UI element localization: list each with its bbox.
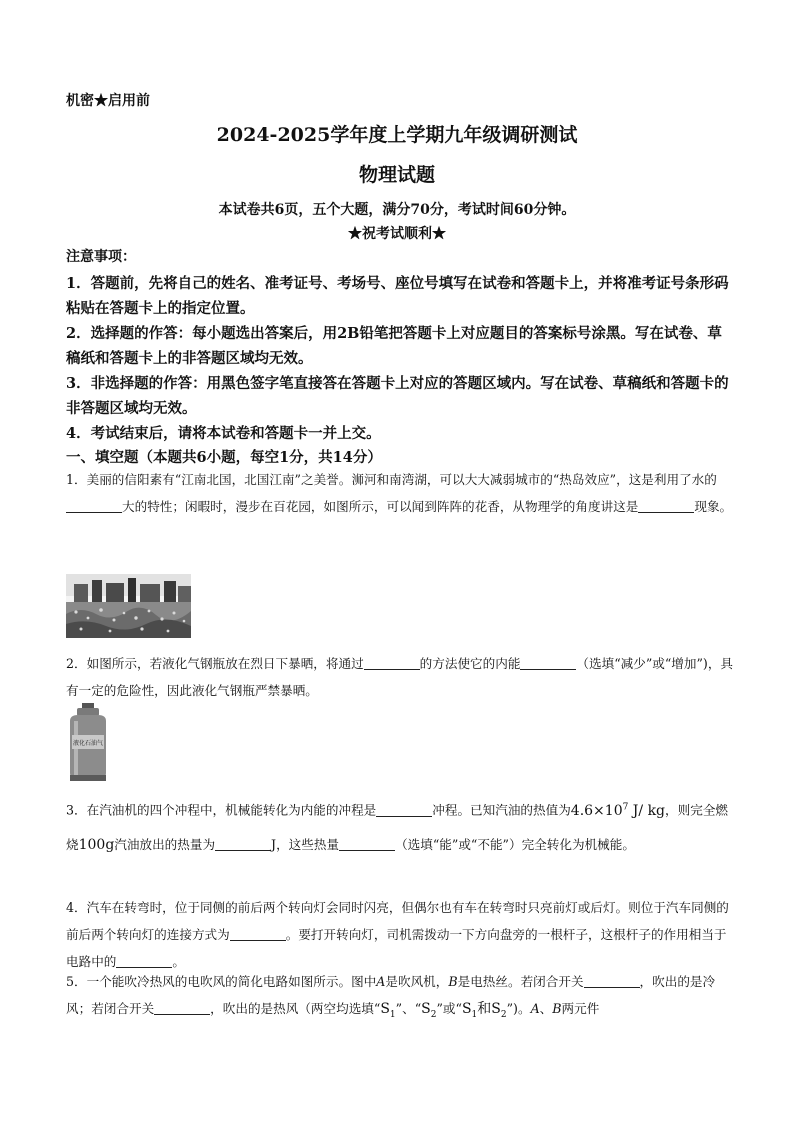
q5-text-d: ，吹出的是冷风；若闭合开关 <box>66 974 716 1016</box>
switch-s2: $S_2$ <box>421 1001 437 1020</box>
note-item: 4．考试结束后，请将本试卷和答题卡一并上交。 <box>66 425 381 442</box>
answer-blank[interactable] <box>116 953 172 968</box>
q5-text-g: ”)。 <box>506 1001 531 1016</box>
answer-blank[interactable] <box>230 926 286 941</box>
question-5 <box>66 968 734 1029</box>
q5-text-c: 是电热丝。若闭合开关 <box>457 974 584 989</box>
fuel-mass: 100g <box>78 836 115 853</box>
answer-blank[interactable] <box>154 1000 210 1015</box>
element-a: A <box>376 974 386 989</box>
q1-text-b: 大的特性；闲暇时，漫步在百花园，如图所示，可以闻到阵阵的花香，从物理学的角度讲这是 <box>122 499 639 514</box>
q1-text-c: 现象。 <box>694 499 733 514</box>
question-1 <box>66 466 734 520</box>
note-item: 2．选择题的作答：每小题选出答案后，用2B铅笔把答题卡上对应题目的答案标号涂黑。写在试卷、草稿纸和答题卡上的非答题区域均无效。 <box>66 325 722 367</box>
element-a: A <box>530 1001 540 1016</box>
q5-text-b: 是吹风机， <box>385 974 449 989</box>
q4-text-b: 。要打开转向灯，司机需拨动一下方向盘旁的一根杆子，这根杆子的作用相当于电路中的 <box>66 927 727 969</box>
q5-sep: 、 <box>539 1001 553 1016</box>
q1-text-a: 1．美丽的信阳素有“江南北国，北国江南”之美誉。浉河和南湾湖，可以大大减弱城市的“热岛效应”，这是利用了水的 <box>66 472 717 487</box>
element-b: B <box>448 974 458 989</box>
element-b: B <box>552 1001 562 1016</box>
q5-sep: ”、“ <box>395 1001 422 1016</box>
q5-text-e: ，吹出的是热风（两空均选填“ <box>210 1001 381 1016</box>
flower-garden-photo <box>66 574 191 638</box>
section-heading: 一、填空题（本题共6小题，每空1分，共14分） <box>66 449 382 466</box>
question-2 <box>66 650 734 704</box>
notes-heading: 注意事项： <box>66 249 136 265</box>
answer-blank[interactable] <box>584 973 640 988</box>
question-3 <box>66 790 734 862</box>
heat-value: $4.6\times 10^7$ J/ kg <box>570 802 666 819</box>
switch-s1: $S_1$ <box>380 1001 396 1020</box>
q3-text-d: 汽油放出的热量为 <box>114 836 216 852</box>
answer-blank[interactable] <box>520 655 576 670</box>
q4-text-a: 4．汽车在转弯时，位于同侧的前后两个转向灯会同时闪亮，但偶尔也有车在转弯时只亮前灯或后灯。则位于汽车同侧的前后两个转向灯的连接方式为 <box>66 900 729 942</box>
q3-text-b: 冲程。已知汽油的热值为 <box>432 802 571 818</box>
answer-blank[interactable] <box>339 836 395 851</box>
note-item: 1．答题前，先将自己的姓名、准考证号、考场号、座位号填写在试卷和答题卡上，并将准考证号条形码粘贴在答题卡上的指定位置。 <box>66 275 729 317</box>
answer-blank[interactable] <box>215 836 271 851</box>
confidential-mark: 机密★启用前 <box>66 93 150 109</box>
answer-blank[interactable] <box>364 655 420 670</box>
cylinder-label: 液化石油气 <box>72 740 104 747</box>
q3-text-c: ，则完全燃烧 <box>66 802 728 852</box>
gas-cylinder-photo <box>64 703 112 781</box>
answer-blank[interactable] <box>66 498 122 513</box>
q2-text-c: （选填“减少”或“增加”)，具有一定的危险性，因此液化气钢瓶严禁暴晒。 <box>66 656 734 698</box>
question-4 <box>66 894 734 975</box>
q5-text-h: 两元件 <box>561 1001 600 1016</box>
answer-blank[interactable] <box>638 498 694 513</box>
exam-title: 2024-2025学年度上学期九年级调研测试 <box>216 124 578 146</box>
q2-text-b: 的方法使它的内能 <box>419 656 521 671</box>
q2-text-a: 2．如图所示，若液化气钢瓶放在烈日下暴晒，将通过 <box>66 656 364 671</box>
note-item: 3．非选择题的作答：用黑色签字笔直接答在答题卡上对应的答题区域内。写在试卷、草稿纸和答题卡的非答题区域均无效。 <box>66 375 729 417</box>
q3-text-e: J，这些热量 <box>271 836 340 852</box>
subject-title: 物理试题 <box>358 164 435 186</box>
q5-text-a: 5．一个能吹冷热风的电吹风的简化电路如图所示。图中 <box>66 974 377 989</box>
q3-text-f: （选填“能”或“不能”）完全转化为机械能。 <box>395 836 635 852</box>
switch-s1-and-s2: $S_1$和$S_2$ <box>461 1001 507 1020</box>
q3-text-a: 3．在汽油机的四个冲程中，机械能转化为内能的冲程是 <box>66 802 377 818</box>
exam-wish: ★祝考试顺利★ <box>348 226 446 242</box>
q4-text-c: 。 <box>172 954 185 969</box>
answer-blank[interactable] <box>376 802 432 817</box>
q5-text-f: ”或“ <box>436 1001 462 1016</box>
exam-info: 本试卷共6页，五个大题，满分70分，考试时间60分钟。 <box>218 202 576 218</box>
